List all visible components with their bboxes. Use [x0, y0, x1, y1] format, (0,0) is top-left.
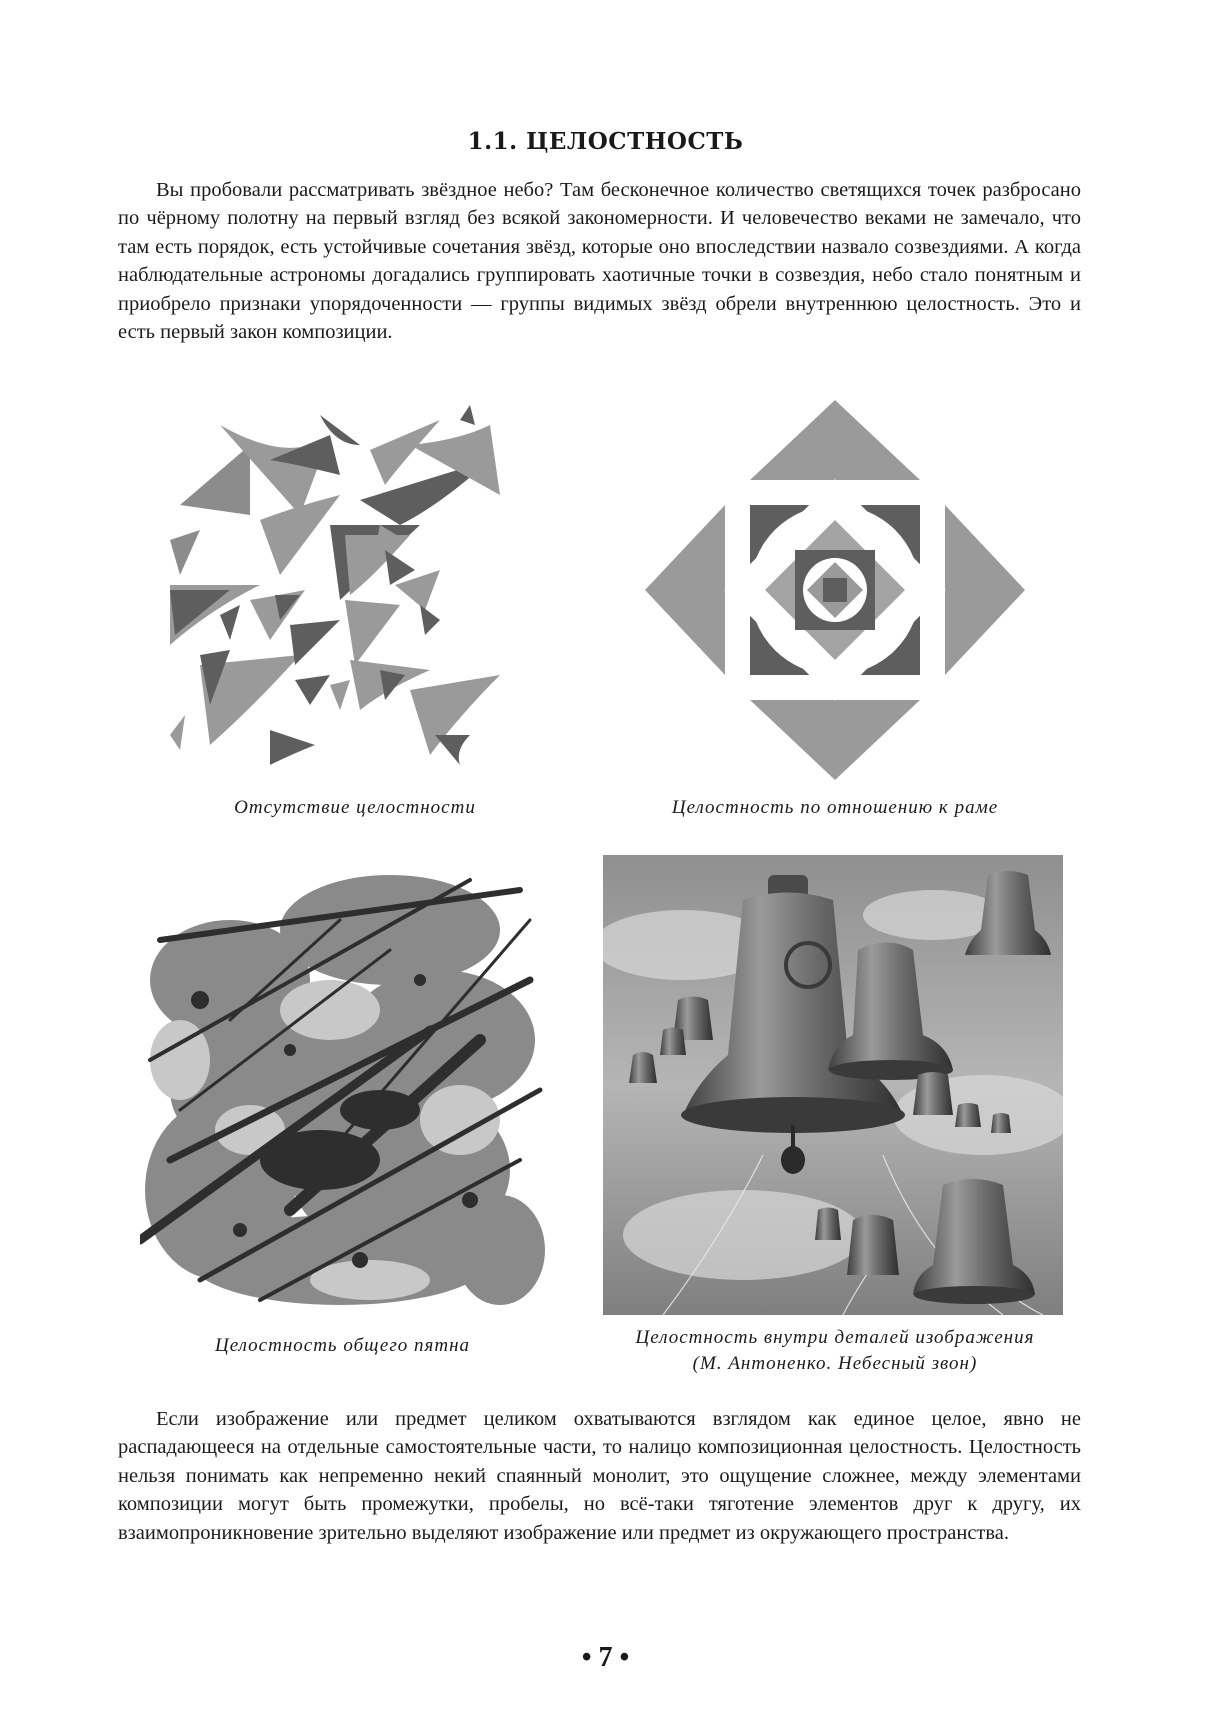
ink-splash-figure: [140, 860, 545, 1315]
figure-caption-patch-integrity: Целостность общего пятна: [214, 1335, 471, 1356]
figure-caption-line-2: (М. Антоненко. Небесный звон): [692, 1353, 978, 1374]
scattered-triangles-figure: [170, 405, 540, 765]
outro-paragraph: Если изображение или предмет целиком охватываются взглядом как единое целое, явно не распадающееся на отдельные самостоятельные части, то налицо композиционная целостность. Целостность нельзя понимать как непременно некий спаянный монолит, это ощущение сложнее, между элементами композиции могут быть промежутки, пробелы, но всё-таки тяготение элементов друг к другу, их взаимопроникновение зрительно выделяют изображение или предмет из окружающего пространства.: [118, 1408, 1081, 1544]
figure-caption-frame-integrity: Целостность по отношению к раме: [671, 797, 999, 818]
section-title: 1.1. ЦЕЛОСТНОСТЬ: [467, 128, 744, 155]
page-number: • 7 •: [581, 1642, 630, 1673]
concentric-frame-figure: [645, 400, 1025, 780]
figure-caption-detail-integrity: [585, 1325, 1085, 1377]
figure-caption-no-integrity: Отсутствие целостности: [234, 797, 476, 818]
intro-paragraph: Вы пробовали рассматривать звёздное небо? Там бесконечное количество светящихся точек разбросано по чёрному полотну на первый взгляд без всякой закономерности. И человечество веками не замечало, что там есть порядок, есть устойчивые сочетания звёзд, которые оно впоследствии назвало созвездиями. А когда наблюдательные астрономы догадались группировать хаотичные точки в созвездия, небо стало понятным и приобрело признаки упорядоченности — группы видимых звёзд обрели внутреннюю целостность. Это и есть первый закон композиции.: [118, 179, 1081, 344]
figure-caption-line-1: Целостность внутри деталей изображения: [635, 1327, 1035, 1348]
bells-painting-figure: [603, 855, 1063, 1315]
